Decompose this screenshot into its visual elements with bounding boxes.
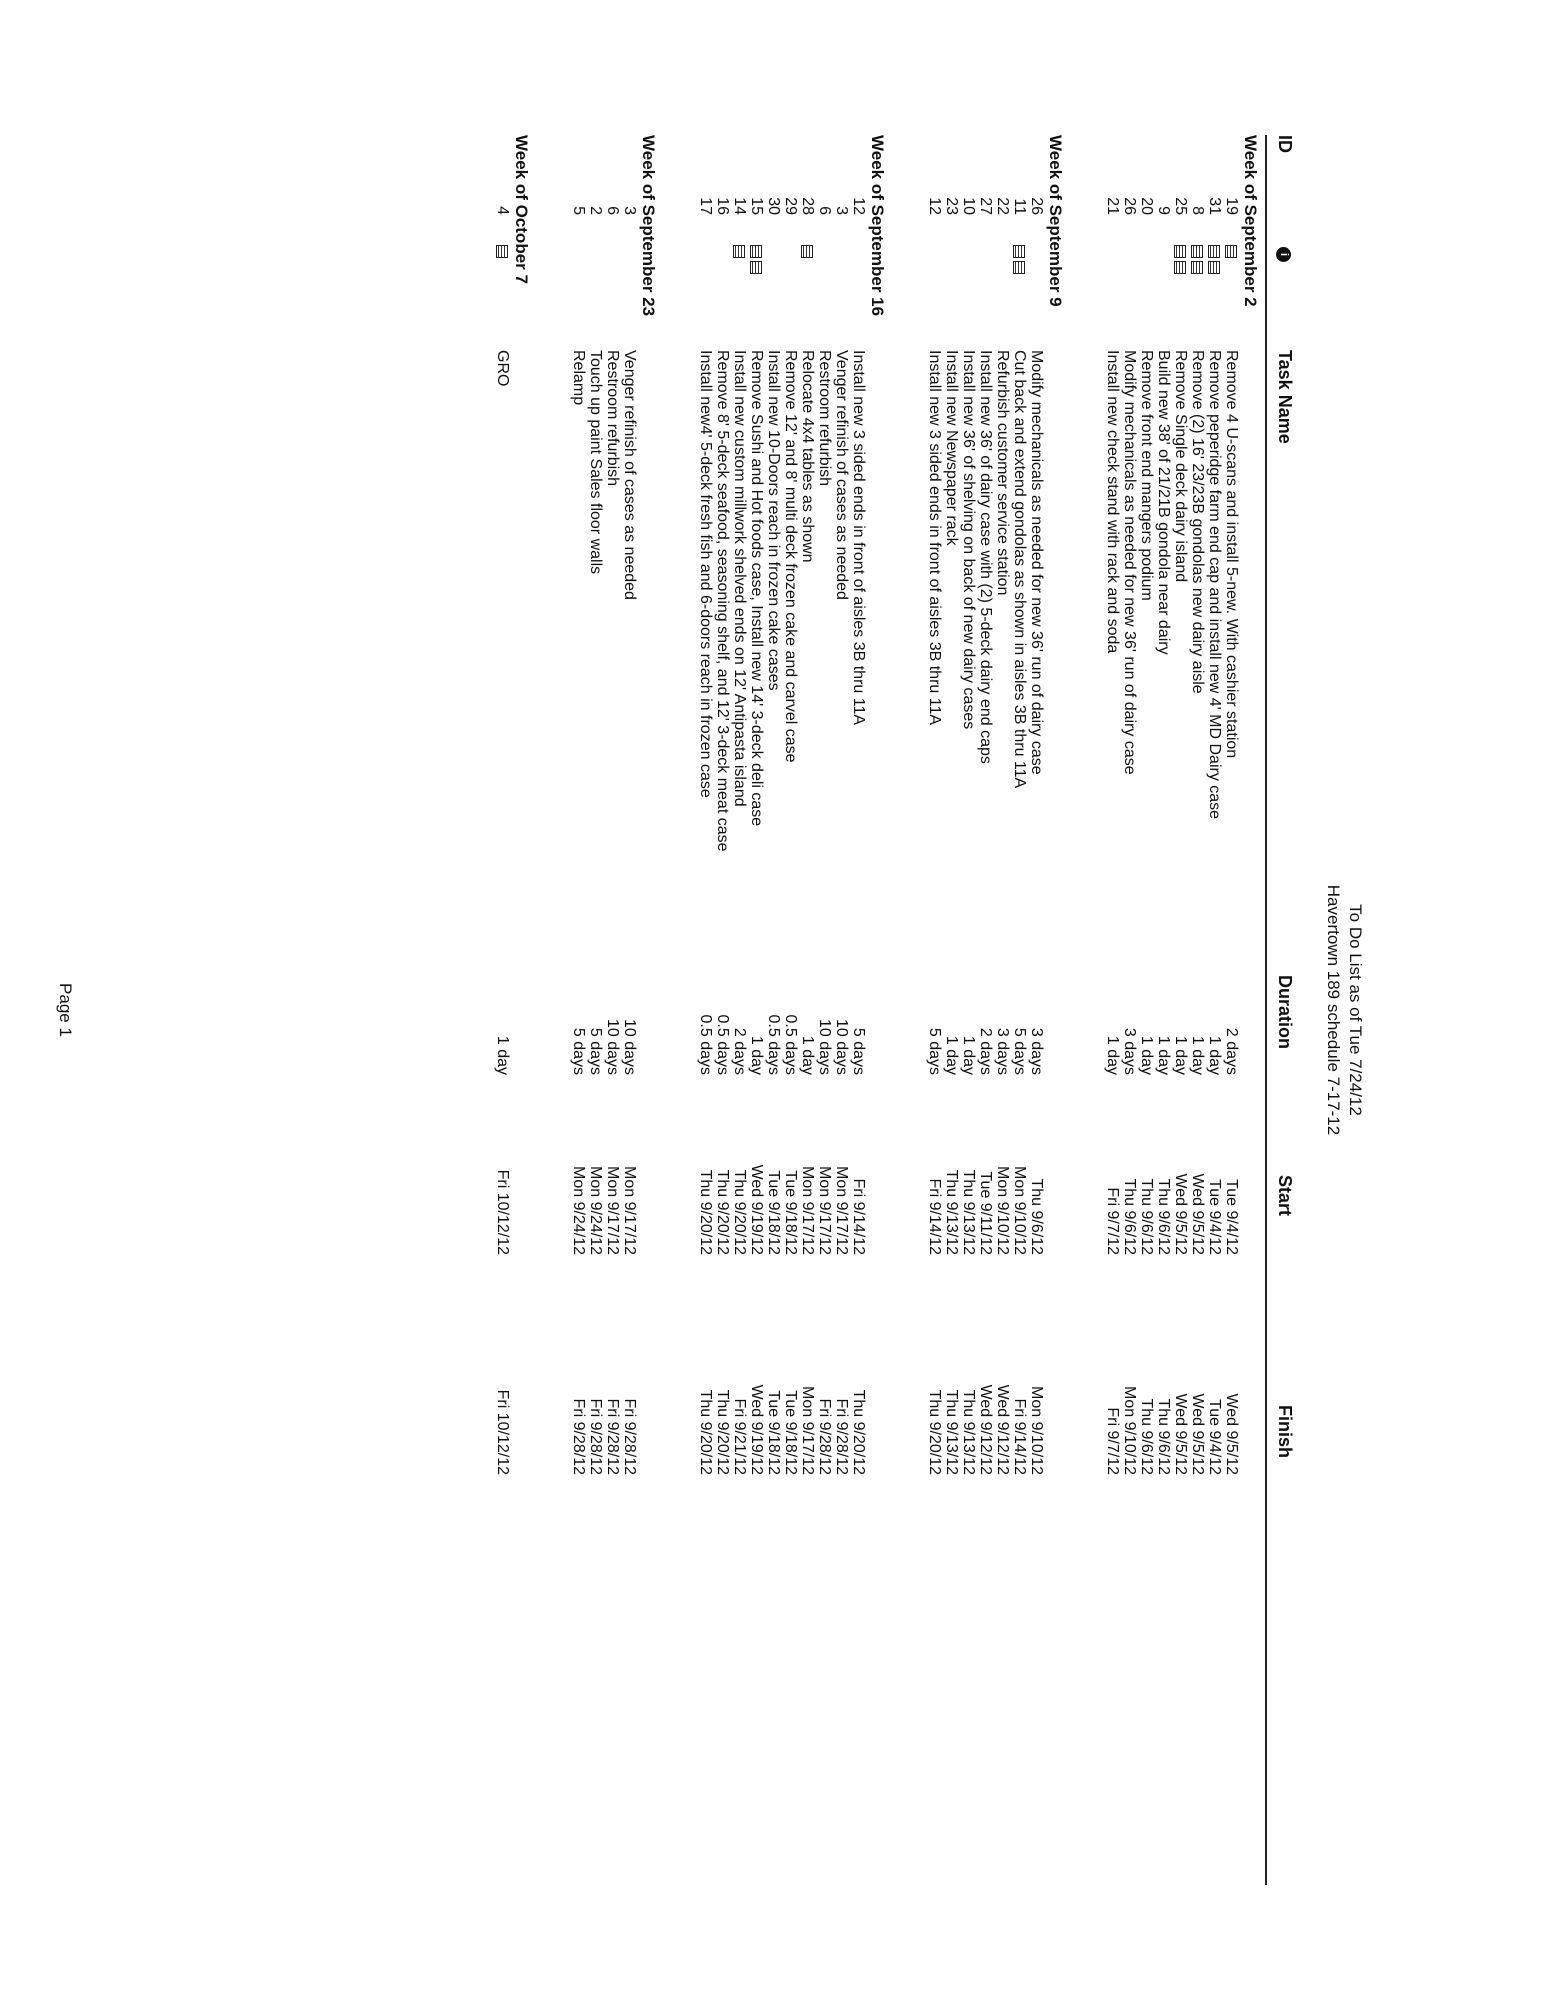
task-start: Mon 9/17/12	[833, 1166, 850, 1255]
note-icon[interactable]	[1174, 261, 1186, 274]
task-finish: Thu 9/20/12	[850, 1389, 867, 1475]
group-header	[1242, 135, 1259, 1885]
note-icon[interactable]	[1013, 261, 1025, 274]
header-divider	[1265, 135, 1267, 1885]
task-id: 4	[494, 206, 511, 215]
task-duration: 10 days	[833, 1018, 850, 1075]
task-duration: 10 days	[604, 1018, 621, 1075]
note-icon[interactable]	[750, 261, 762, 274]
task-id: 16	[714, 197, 731, 215]
group-title: Week of September 16	[868, 135, 887, 317]
task-finish: Thu 9/20/12	[697, 1389, 714, 1475]
task-id: 20	[1138, 197, 1155, 215]
task-start: Fri 9/14/12	[850, 1178, 867, 1255]
task-name: Install new check stand with rack and soda	[1104, 350, 1121, 654]
task-id: 12	[926, 197, 943, 215]
task-row	[1206, 135, 1223, 1885]
task-duration: 1 day	[1138, 1035, 1155, 1075]
note-icon[interactable]	[1191, 261, 1203, 274]
task-name: Venger refinish of cases as needed	[833, 350, 850, 600]
column-header-finish: Finish	[1275, 1405, 1295, 1458]
task-id: 5	[570, 206, 587, 215]
group-header	[513, 135, 530, 1885]
task-duration: 1 day	[1155, 1035, 1172, 1075]
task-id: 8	[1189, 206, 1206, 215]
task-id: 15	[748, 197, 765, 215]
task-duration: 1 day	[1189, 1035, 1206, 1075]
task-finish: Thu 9/6/12	[1155, 1398, 1172, 1475]
task-row	[1138, 135, 1155, 1885]
task-name: Remove 4 U-scans and install 5-new. With cashier station	[1223, 350, 1240, 759]
group-header	[1047, 135, 1064, 1885]
task-duration: 1 day	[943, 1035, 960, 1075]
task-name: Install new custom millwork shelved ends on 12' Antipasta island	[731, 350, 748, 807]
task-name: Relocate 4x4 tables as shown	[799, 350, 816, 563]
task-id: 26	[1121, 197, 1138, 215]
task-start: Thu 9/6/12	[1155, 1178, 1172, 1255]
task-start: Thu 9/20/12	[697, 1169, 714, 1255]
note-icon[interactable]	[750, 245, 762, 258]
task-row	[850, 135, 867, 1885]
task-row	[1028, 135, 1045, 1885]
task-row	[714, 135, 731, 1885]
task-start: Tue 9/18/12	[765, 1170, 782, 1255]
task-indicators	[1206, 245, 1223, 277]
task-id: 31	[1206, 197, 1223, 215]
task-name: Refurbish customer service station	[994, 350, 1011, 596]
task-duration: 1 day	[494, 1035, 511, 1075]
task-name: Build new 38' of 21/21B gondola near dairy	[1155, 350, 1172, 655]
task-indicators	[1189, 245, 1206, 277]
task-start: Thu 9/20/12	[714, 1169, 731, 1255]
task-row	[799, 135, 816, 1885]
task-duration: 0.5 days	[765, 1014, 782, 1075]
task-id: 23	[943, 197, 960, 215]
task-start: Mon 9/17/12	[604, 1166, 621, 1255]
task-id: 30	[765, 197, 782, 215]
task-row	[816, 135, 833, 1885]
task-row	[765, 135, 782, 1885]
note-icon[interactable]	[496, 245, 508, 258]
task-start: Tue 9/11/12	[977, 1171, 994, 1255]
column-header-id: ID	[1275, 135, 1295, 153]
group-header	[869, 135, 886, 1885]
task-start: Mon 9/24/12	[570, 1166, 587, 1255]
task-finish: Fri 9/28/12	[570, 1398, 587, 1475]
note-icon[interactable]	[1013, 245, 1025, 258]
task-finish: Fri 10/12/12	[494, 1389, 511, 1475]
task-name: Modify mechanicals as needed for new 36' run of dairy case	[1121, 350, 1138, 775]
note-icon[interactable]	[733, 245, 745, 258]
group-header	[640, 135, 657, 1885]
task-start: Thu 9/20/12	[731, 1169, 748, 1255]
note-icon[interactable]	[1225, 245, 1237, 258]
task-row	[943, 135, 960, 1885]
task-duration: 3 days	[1028, 1027, 1045, 1075]
task-finish: Thu 9/20/12	[926, 1389, 943, 1475]
task-start: Thu 9/13/12	[960, 1169, 977, 1255]
note-icon[interactable]	[1208, 245, 1220, 258]
task-indicators	[1223, 245, 1240, 261]
task-name: Remove peperidge farm end cap and install new 4' MD Dairy case	[1206, 350, 1223, 820]
task-row	[621, 135, 638, 1885]
task-name: Install new 3 sided ends in front of aisles 3B thru 11A	[926, 350, 943, 726]
task-name: Restroom refurbish	[604, 350, 621, 487]
task-start: Mon 9/10/12	[1011, 1166, 1028, 1255]
task-row	[604, 135, 621, 1885]
report-title: To Do List as of Tue 7/24/12	[1346, 904, 1365, 1116]
task-duration: 10 days	[816, 1018, 833, 1075]
task-id: 22	[994, 197, 1011, 215]
task-id: 21	[1104, 197, 1121, 215]
task-indicators	[1172, 245, 1189, 277]
task-id: 14	[731, 197, 748, 215]
rotated-landscape-sheet	[0, 135, 1385, 1885]
group-title: Week of September 9	[1046, 135, 1065, 307]
task-start: Wed 9/5/12	[1172, 1173, 1189, 1255]
task-start: Mon 9/24/12	[587, 1166, 604, 1255]
task-row	[494, 135, 511, 1885]
task-duration: 1 day	[1172, 1035, 1189, 1075]
task-row	[926, 135, 943, 1885]
task-start: Tue 9/4/12	[1223, 1179, 1240, 1255]
group-title: Week of September 23	[639, 135, 658, 317]
task-finish: Wed 9/5/12	[1172, 1393, 1189, 1475]
task-name: Remove Sushi and Hot foods case, Install new 14' 3-deck deli case	[748, 350, 765, 827]
task-row	[1121, 135, 1138, 1885]
task-finish: Mon 9/10/12	[1121, 1386, 1138, 1475]
task-duration: 3 days	[994, 1027, 1011, 1075]
task-finish: Wed 9/19/12	[748, 1384, 765, 1475]
task-start: Mon 9/17/12	[816, 1166, 833, 1255]
task-finish: Fri 9/7/12	[1104, 1407, 1121, 1475]
page-number: Page 1	[56, 983, 75, 1037]
task-row	[697, 135, 714, 1885]
task-name: Remove 8' 5-deck seafood, seasoning shelf, and 12' 3-deck meat case	[714, 350, 731, 852]
task-name: Cut back and extend gondolas as shown in aisles 3B thru 11A	[1011, 350, 1028, 789]
task-id: 28	[799, 197, 816, 215]
task-finish: Thu 9/20/12	[714, 1389, 731, 1475]
task-duration: 5 days	[570, 1027, 587, 1075]
task-duration: 1 day	[799, 1035, 816, 1075]
task-finish: Wed 9/5/12	[1223, 1393, 1240, 1475]
task-id: 27	[977, 197, 994, 215]
task-finish: Wed 9/5/12	[1189, 1393, 1206, 1475]
task-name: Remove 12' and 8' multi deck frozen cake and carvel case	[782, 350, 799, 763]
task-indicators	[1011, 245, 1028, 277]
report-subtitle: Havertown 189 schedule 7-17-12	[1324, 884, 1343, 1136]
task-start: Thu 9/6/12	[1138, 1178, 1155, 1255]
task-start: Mon 9/10/12	[994, 1166, 1011, 1255]
task-name: Remove Single deck dairy island	[1172, 350, 1189, 583]
task-name: Install new4' 5-deck fresh fish and 6-doors reach in frozen case	[697, 350, 714, 798]
task-duration: 2 days	[1223, 1027, 1240, 1075]
task-id: 25	[1172, 197, 1189, 215]
task-indicators	[494, 245, 511, 261]
task-indicators	[731, 245, 748, 261]
task-name: Restroom refurbish	[816, 350, 833, 487]
task-duration: 5 days	[587, 1027, 604, 1075]
task-name: Install new Newspaper rack	[943, 350, 960, 546]
task-duration: 0.5 days	[782, 1014, 799, 1075]
task-start: Fri 10/12/12	[494, 1169, 511, 1255]
task-duration: 1 day	[960, 1035, 977, 1075]
task-duration: 0.5 days	[697, 1014, 714, 1075]
task-row	[1104, 135, 1121, 1885]
group-title: Week of September 2	[1241, 135, 1260, 307]
task-name: Install new 3 sided ends in front of aisles 3B thru 11A	[850, 350, 867, 726]
task-start: Wed 9/5/12	[1189, 1173, 1206, 1255]
task-start: Thu 9/13/12	[943, 1169, 960, 1255]
column-header-start: Start	[1275, 1175, 1295, 1217]
task-finish: Fri 9/14/12	[1011, 1398, 1028, 1475]
task-id: 2	[587, 206, 604, 215]
task-duration: 2 days	[731, 1027, 748, 1075]
task-start: Mon 9/17/12	[621, 1166, 638, 1255]
task-start: Thu 9/6/12	[1121, 1178, 1138, 1255]
note-icon[interactable]	[1208, 261, 1220, 274]
task-duration: 1 day	[1104, 1035, 1121, 1075]
column-header-task-name: Task Name	[1275, 350, 1295, 444]
task-duration: 1 day	[748, 1035, 765, 1075]
task-duration: 2 days	[977, 1027, 994, 1075]
task-name: GRO	[494, 350, 511, 387]
task-finish: Wed 9/12/12	[977, 1384, 994, 1475]
task-finish: Tue 9/4/12	[1206, 1399, 1223, 1475]
task-duration: 10 days	[621, 1018, 638, 1075]
task-start: Fri 9/14/12	[926, 1178, 943, 1255]
task-id: 3	[833, 206, 850, 215]
task-finish: Thu 9/6/12	[1138, 1398, 1155, 1475]
task-finish: Tue 9/18/12	[782, 1390, 799, 1475]
task-name: Relamp	[570, 350, 587, 406]
task-finish: Fri 9/28/12	[833, 1398, 850, 1475]
task-start: Fri 9/7/12	[1104, 1187, 1121, 1255]
task-row	[731, 135, 748, 1885]
task-duration: 1 day	[1206, 1035, 1223, 1075]
task-id: 29	[782, 197, 799, 215]
info-icon: i	[1276, 247, 1291, 262]
task-finish: Fri 9/28/12	[587, 1398, 604, 1475]
task-finish: Fri 9/28/12	[604, 1398, 621, 1475]
task-row	[960, 135, 977, 1885]
task-row	[570, 135, 587, 1885]
task-finish: Fri 9/28/12	[816, 1398, 833, 1475]
task-duration: 5 days	[926, 1027, 943, 1075]
task-start: Tue 9/18/12	[782, 1170, 799, 1255]
task-start: Tue 9/4/12	[1206, 1179, 1223, 1255]
task-id: 3	[621, 206, 638, 215]
column-header-duration: Duration	[1275, 975, 1295, 1049]
task-id: 26	[1028, 197, 1045, 215]
task-finish: Mon 9/10/12	[1028, 1386, 1045, 1475]
task-finish: Thu 9/13/12	[960, 1389, 977, 1475]
task-finish: Thu 9/13/12	[943, 1389, 960, 1475]
task-row	[587, 135, 604, 1885]
task-row	[1172, 135, 1189, 1885]
task-name: Remove front end mangers podium	[1138, 350, 1155, 601]
task-duration: 5 days	[1011, 1027, 1028, 1075]
task-row	[1189, 135, 1206, 1885]
task-start: Mon 9/17/12	[799, 1166, 816, 1255]
task-name: Modify mechanicals as needed for new 36' run of dairy case	[1028, 350, 1045, 775]
task-name: Touch up paint Sales floor walls	[587, 350, 604, 575]
task-row	[1223, 135, 1240, 1885]
task-row	[748, 135, 765, 1885]
task-name: Install new 36' of shelving on back of new dairy cases	[960, 350, 977, 730]
note-icon[interactable]	[801, 245, 813, 258]
task-id: 11	[1011, 198, 1028, 215]
task-row	[977, 135, 994, 1885]
task-id: 19	[1223, 197, 1240, 215]
task-indicators	[799, 245, 816, 261]
task-finish: Fri 9/21/12	[731, 1398, 748, 1475]
task-name: Install new 10-Doors reach in frozen cake cases	[765, 350, 782, 691]
task-name: Venger refinish of cases as needed	[621, 350, 638, 600]
task-name: Remove (2) 16' 23/23B gondolas new dairy aisle	[1189, 350, 1206, 694]
task-id: 10	[960, 197, 977, 215]
note-icon[interactable]	[1191, 245, 1203, 258]
task-row	[994, 135, 1011, 1885]
group-title: Week of October 7	[512, 135, 531, 284]
note-icon[interactable]	[1174, 245, 1186, 258]
task-id: 17	[697, 197, 714, 215]
task-finish: Tue 9/18/12	[765, 1390, 782, 1475]
task-finish: Mon 9/17/12	[799, 1386, 816, 1475]
task-row	[1155, 135, 1172, 1885]
task-row	[833, 135, 850, 1885]
task-indicators	[748, 245, 765, 277]
column-header-indicators	[1274, 247, 1295, 262]
task-duration: 3 days	[1121, 1027, 1138, 1075]
task-id: 6	[604, 206, 621, 215]
task-duration: 0.5 days	[714, 1014, 731, 1075]
task-duration: 5 days	[850, 1027, 867, 1075]
task-start: Wed 9/19/12	[748, 1164, 765, 1255]
task-start: Thu 9/6/12	[1028, 1178, 1045, 1255]
task-finish: Wed 9/12/12	[994, 1384, 1011, 1475]
task-row	[1011, 135, 1028, 1885]
task-id: 12	[850, 197, 867, 215]
task-finish: Fri 9/28/12	[621, 1398, 638, 1475]
task-name: Install new 36' of dairy case with (2) 5-deck dairy end caps	[977, 350, 994, 764]
task-id: 6	[816, 206, 833, 215]
task-row	[782, 135, 799, 1885]
task-id: 9	[1155, 206, 1172, 215]
